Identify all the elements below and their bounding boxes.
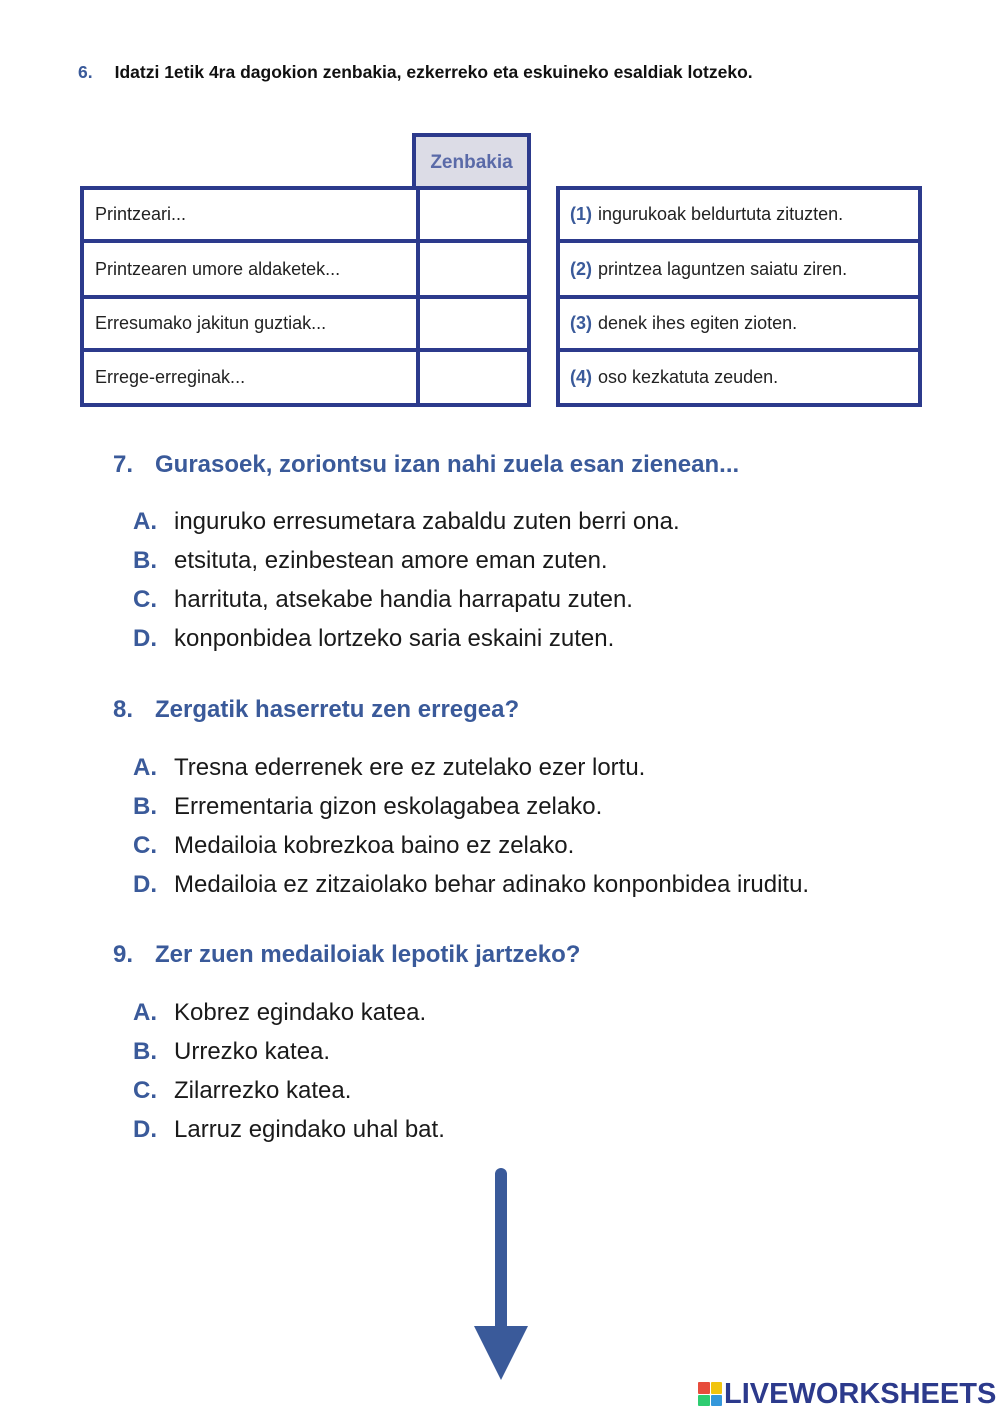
- q7-number: 7.: [113, 451, 134, 478]
- option-letter: C.: [133, 1076, 157, 1104]
- q9-question: [113, 941, 580, 969]
- q7-option-b[interactable]: [133, 541, 680, 580]
- answer-box-3[interactable]: [416, 299, 527, 348]
- option-text: Larruz egindako uhal bat.: [174, 1115, 445, 1143]
- option-letter: C.: [133, 585, 157, 613]
- option-text: Urrezko katea.: [174, 1037, 331, 1065]
- left-item-label: Erresumako jakitun guztiak...: [95, 313, 327, 333]
- q7-option-a[interactable]: [133, 502, 680, 541]
- q8-text: Zergatik haserretu zen erregea?: [155, 696, 520, 723]
- right-row-1: [560, 190, 918, 243]
- q7-option-d[interactable]: [133, 619, 680, 658]
- option-letter: D.: [133, 870, 157, 898]
- q9-number: 9.: [113, 941, 134, 968]
- option-text: Errementaria gizon eskolagabea zelako.: [174, 792, 603, 820]
- right-item-number: (4): [570, 367, 592, 387]
- right-row-3: [560, 299, 918, 352]
- logo-text: LIVEWORKSHEETS: [724, 1377, 997, 1410]
- q6-number: 6.: [78, 62, 93, 82]
- q9-option-c[interactable]: [133, 1071, 445, 1110]
- option-text: Medailoia kobrezkoa baino ez zelako.: [174, 831, 575, 859]
- answer-box-4[interactable]: [416, 352, 527, 403]
- zenbakia-header: Zenbakia: [412, 133, 531, 189]
- option-letter: A.: [133, 998, 157, 1026]
- option-letter: B.: [133, 1037, 157, 1065]
- matching-left-table: [80, 133, 531, 407]
- answer-box-2[interactable]: [416, 243, 527, 295]
- answer-box-1[interactable]: [416, 190, 527, 239]
- q9-options: [133, 993, 445, 1149]
- q7-text: Gurasoek, zoriontsu izan nahi zuela esan zienean...: [155, 451, 740, 478]
- option-text: konponbidea lortzeko saria eskaini zuten.: [174, 624, 615, 652]
- right-row-4: [560, 352, 918, 403]
- right-item-text: ingurukoak beldurtuta zituzten.: [598, 204, 844, 224]
- option-text: inguruko erresumetara zabaldu zuten berri ona.: [174, 507, 680, 535]
- q8-options: [133, 748, 809, 904]
- right-row-2: [560, 243, 918, 299]
- left-row-2: [84, 243, 527, 299]
- q8-option-d[interactable]: [133, 865, 809, 904]
- option-text: harrituta, atsekabe handia harrapatu zuten.: [174, 585, 633, 613]
- liveworksheets-logo: [698, 1378, 996, 1410]
- option-letter: B.: [133, 792, 157, 820]
- q9-text: Zer zuen medailoiak lepotik jartzeko?: [155, 941, 581, 968]
- left-row-1: [84, 190, 527, 243]
- right-item-number: (2): [570, 258, 592, 279]
- option-letter: A.: [133, 753, 157, 781]
- left-row-4: [84, 352, 527, 403]
- q8-question: [113, 696, 519, 724]
- option-letter: D.: [133, 1115, 157, 1143]
- q8-number: 8.: [113, 696, 134, 723]
- q7-options: [133, 502, 680, 658]
- right-item-text: printzea laguntzen saiatu ziren.: [598, 258, 848, 279]
- left-row-3: [84, 299, 527, 352]
- option-letter: B.: [133, 546, 157, 574]
- left-item-label: Printzeari...: [95, 204, 187, 224]
- q8-option-b[interactable]: [133, 787, 809, 826]
- option-letter: A.: [133, 507, 157, 535]
- right-item-text: denek ihes egiten zioten.: [598, 313, 798, 333]
- right-item-number: (1): [570, 204, 592, 224]
- q9-option-d[interactable]: [133, 1110, 445, 1149]
- q8-option-a[interactable]: [133, 748, 809, 787]
- q6-instruction: [78, 62, 753, 83]
- right-item-text: oso kezkatuta zeuden.: [598, 367, 779, 387]
- q7-question: [113, 451, 739, 479]
- option-text: Zilarrezko katea.: [174, 1076, 352, 1104]
- left-item-label: Printzearen umore aldaketek...: [95, 258, 341, 279]
- q7-option-c[interactable]: [133, 580, 680, 619]
- option-text: etsituta, ezinbestean amore eman zuten.: [174, 546, 608, 574]
- q6-text: Idatzi 1etik 4ra dagokion zenbakia, ezkerreko eta eskuineko esaldiak lotzeko.: [114, 62, 753, 82]
- option-letter: C.: [133, 831, 157, 859]
- option-letter: D.: [133, 624, 157, 652]
- option-text: Kobrez egindako katea.: [174, 998, 427, 1026]
- left-item-label: Errege-erreginak...: [95, 367, 246, 387]
- option-text: Tresna ederrenek ere ez zutelako ezer lortu.: [174, 753, 646, 781]
- q9-option-a[interactable]: [133, 993, 445, 1032]
- q8-option-c[interactable]: [133, 826, 809, 865]
- arrow-down-icon[interactable]: [472, 1166, 530, 1386]
- q9-option-b[interactable]: [133, 1032, 445, 1071]
- logo-mark-icon: [698, 1382, 722, 1406]
- matching-right-table: [556, 186, 922, 407]
- option-text: Medailoia ez zitzaiolako behar adinako konponbidea iruditu.: [174, 870, 810, 898]
- right-item-number: (3): [570, 313, 592, 333]
